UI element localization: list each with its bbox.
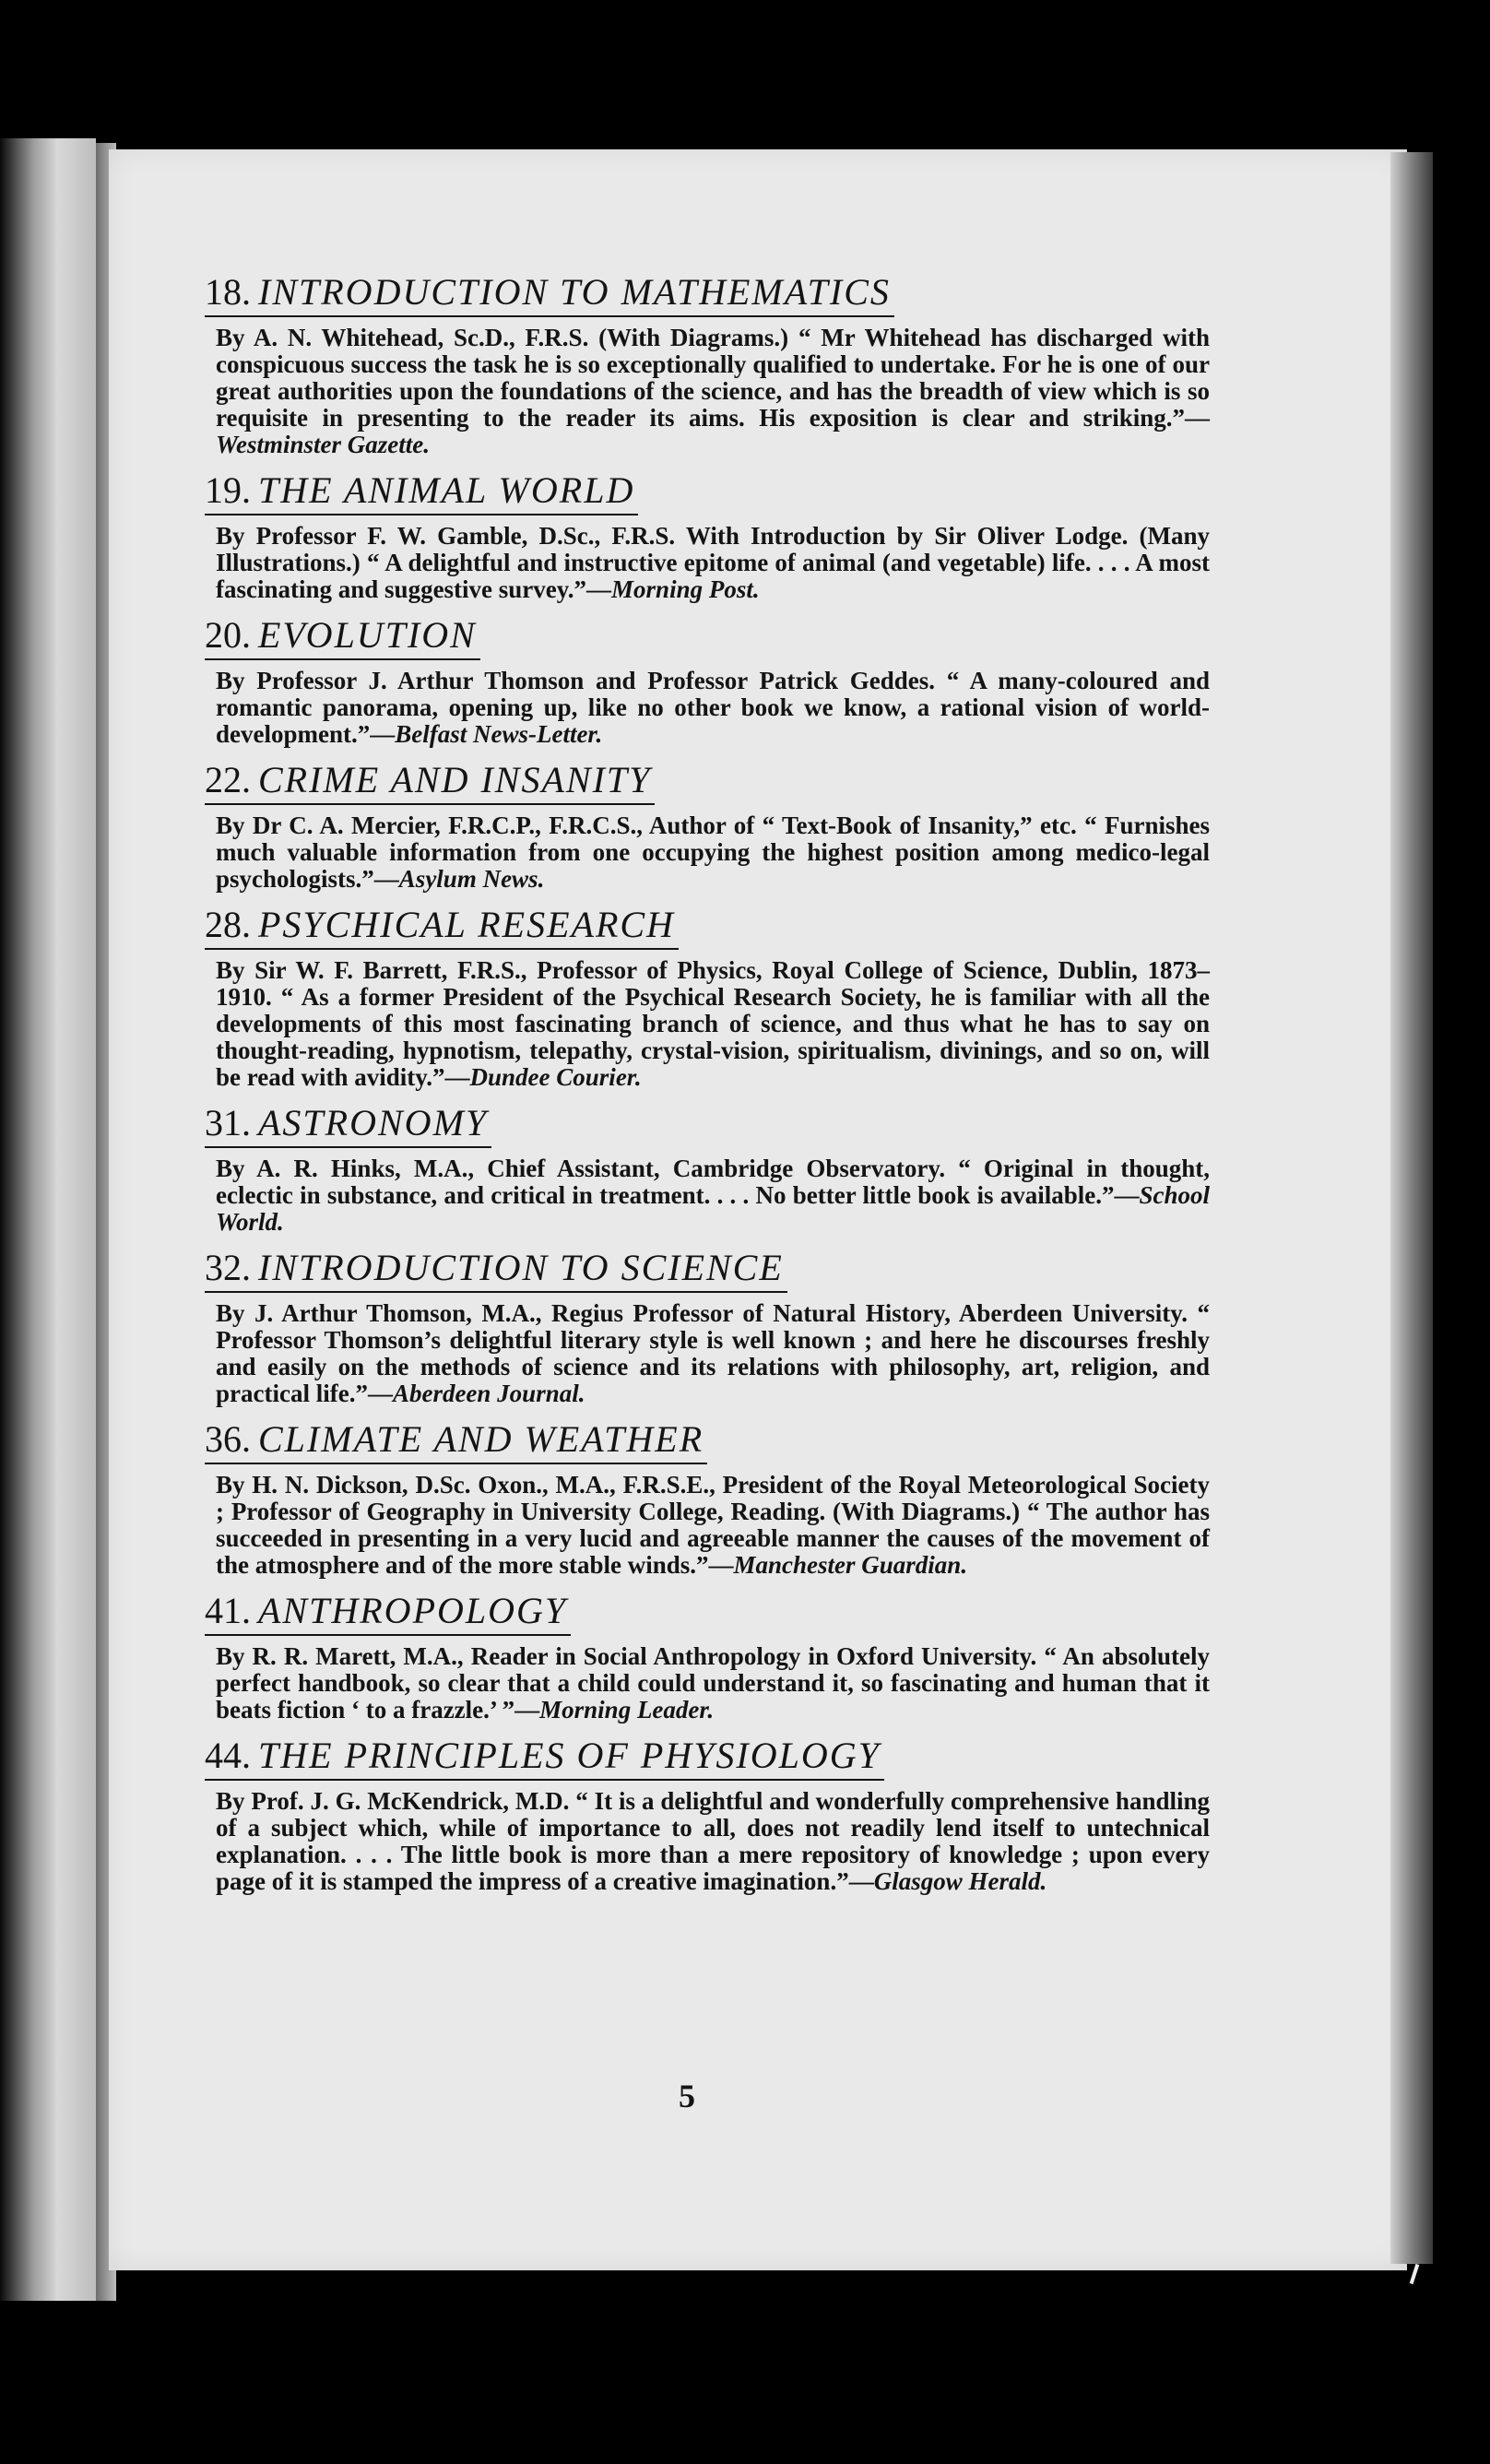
entry-description — [216, 1643, 1210, 1724]
entry-astronomy — [205, 1100, 1210, 1236]
entry-introduction-to-science — [205, 1245, 1210, 1407]
entry-text: By H. N. Dickson, D.Sc. Oxon., M.A., F.R.S.E., President of the Royal Meteorological Society ; Professor of Geography in University College, Reading. (With Diagrams.) “ The author has succeeded in presenting in a very lucid and agreeable manner the causes of the movement of the atmosphere and of the more stable winds.”— — [216, 1471, 1210, 1579]
entry-title: THE ANIMAL WORLD — [258, 469, 635, 511]
entry-anthropology — [205, 1588, 1210, 1724]
entry-number: 36. — [205, 1418, 251, 1460]
entry-description — [216, 523, 1210, 603]
entry-heading — [205, 1588, 571, 1636]
entry-source: Aberdeen Journal. — [392, 1380, 585, 1407]
entry-title: INTRODUCTION TO SCIENCE — [258, 1247, 784, 1288]
entry-the-animal-world — [205, 468, 1210, 603]
entry-climate-and-weather — [205, 1416, 1210, 1579]
page-number: 5 — [679, 2078, 695, 2115]
entry-text: By Sir W. F. Barrett, F.R.S., Professor of Physics, Royal College of Science, Dublin, 1873–1910. “ As a former President of the Psychical Research Society, he is familiar with all the developments of this most fascinating branch of science, and thus what he has to say on thought-reading, hypnotism, telepathy, crystal-vision, spiritualism, divinings, and so on, will be read with avidity.”— — [216, 956, 1210, 1091]
entry-text: By A. R. Hinks, M.A., Chief Assistant, Cambridge Observatory. “ Original in thought, eclectic in substance, and critical in treatment. . . . No better little book is available.”— — [216, 1155, 1210, 1209]
entry-text: By J. Arthur Thomson, M.A., Regius Professor of Natural History, Aberdeen University. “ Professor Thomson’s delightful literary style is well known ; and here he discourses freshly and easily on the methods of science and its relations with philosophy, art, religion, and practical life.”— — [216, 1299, 1210, 1407]
entry-introduction-to-mathematics — [205, 269, 1210, 458]
entry-title: ASTRONOMY — [258, 1102, 489, 1143]
entry-text: By A. N. Whitehead, Sc.D., F.R.S. (With Diagrams.) “ Mr Whitehead has discharged with conspicuous success the task he is so exceptionally qualified to undertake. For he is one of our great authorities upon the foundations of the science, and has the breadth of view which is so requisite in presenting to the reader its aims. His exposition is clear and striking.”— — [216, 324, 1210, 432]
entry-title: INTRODUCTION TO MATHEMATICS — [258, 271, 891, 313]
entry-text: By Dr C. A. Mercier, F.R.C.P., F.R.C.S., Author of “ Text-Book of Insanity,” etc. “ Furnishes much valuable information from one occupying the highest position among medico-legal psychologists.”— — [216, 811, 1210, 893]
catalogue-list — [205, 269, 1210, 1904]
entry-source: Morning Post. — [611, 575, 760, 603]
entry-number: 44. — [205, 1735, 251, 1776]
entry-title: PSYCHICAL RESEARCH — [258, 904, 675, 945]
entry-description — [216, 325, 1210, 458]
entry-description — [216, 1788, 1210, 1895]
entry-evolution — [205, 612, 1210, 748]
entry-source: Dundee Courier. — [469, 1063, 642, 1091]
entry-source: Belfast News-Letter. — [395, 720, 603, 748]
entry-the-principles-of-physiology — [205, 1733, 1210, 1895]
entry-number: 19. — [205, 469, 251, 511]
entry-psychical-research — [205, 902, 1210, 1091]
entry-heading — [205, 269, 894, 317]
entry-source: Manchester Guardian. — [733, 1551, 968, 1579]
entry-heading — [205, 1733, 884, 1781]
entry-text: By R. R. Marett, M.A., Reader in Social Anthropology in Oxford University. “ An absolutely perfect handbook, so clear that a child could understand it, so fascinating and human that it beats fiction ‘ to a frazzle.’ ”— — [216, 1642, 1210, 1724]
entry-number: 32. — [205, 1247, 251, 1288]
entry-heading — [205, 1245, 787, 1293]
entry-heading — [205, 757, 655, 805]
entry-description — [216, 957, 1210, 1091]
entry-description — [216, 812, 1210, 893]
entry-source: School World. — [216, 1181, 1210, 1236]
entry-heading — [205, 1416, 707, 1464]
entry-heading — [205, 468, 638, 515]
entry-source: Asylum News. — [398, 865, 545, 893]
entry-heading — [205, 902, 679, 950]
stray-mark — [1410, 2264, 1420, 2284]
entry-source: Glasgow Herald. — [873, 1867, 1047, 1895]
entry-title: ANTHROPOLOGY — [258, 1590, 568, 1631]
entry-text: By Prof. J. G. McKendrick, M.D. “ It is a delightful and wonderfully comprehensive handling of a subject which, while of importance to all, does not readily lend itself to untechnical explanation. . . . The little book is more than a mere repository of knowledge ; upon every page of it is stamped the impress of a creative imagination.”— — [216, 1787, 1210, 1895]
entry-heading — [205, 1100, 491, 1148]
entry-title: CLIMATE AND WEATHER — [258, 1418, 704, 1460]
entry-number: 31. — [205, 1102, 251, 1143]
entry-text: By Professor J. Arthur Thomson and Professor Patrick Geddes. “ A many-coloured and romantic panorama, opening up, like no other book we know, a rational vision of world-development.”— — [216, 667, 1210, 748]
facing-page-edge — [0, 138, 96, 2301]
entry-title: CRIME AND INSANITY — [258, 759, 652, 800]
entry-number: 41. — [205, 1590, 251, 1631]
entry-number: 18. — [205, 271, 251, 313]
entry-description — [216, 668, 1210, 748]
entry-source: Morning Leader. — [539, 1696, 715, 1724]
entry-title: EVOLUTION — [258, 614, 477, 656]
entry-text: By Professor F. W. Gamble, D.Sc., F.R.S. With Introduction by Sir Oliver Lodge. (Many Illustrations.) “ A delightful and instructive epitome of animal (and vegetable) life. . . . A most fascinating and suggestive survey.”— — [216, 522, 1210, 603]
entry-number: 22. — [205, 759, 251, 800]
entry-description — [216, 1472, 1210, 1579]
entry-number: 28. — [205, 904, 251, 945]
page-edge-shadow — [1390, 152, 1433, 2264]
entry-source: Westminster Gazette. — [216, 431, 430, 458]
entry-description — [216, 1300, 1210, 1407]
entry-title: THE PRINCIPLES OF PHYSIOLOGY — [258, 1735, 881, 1776]
entry-heading — [205, 612, 480, 660]
entry-number: 20. — [205, 614, 251, 656]
entry-description — [216, 1155, 1210, 1236]
entry-crime-and-insanity — [205, 757, 1210, 893]
